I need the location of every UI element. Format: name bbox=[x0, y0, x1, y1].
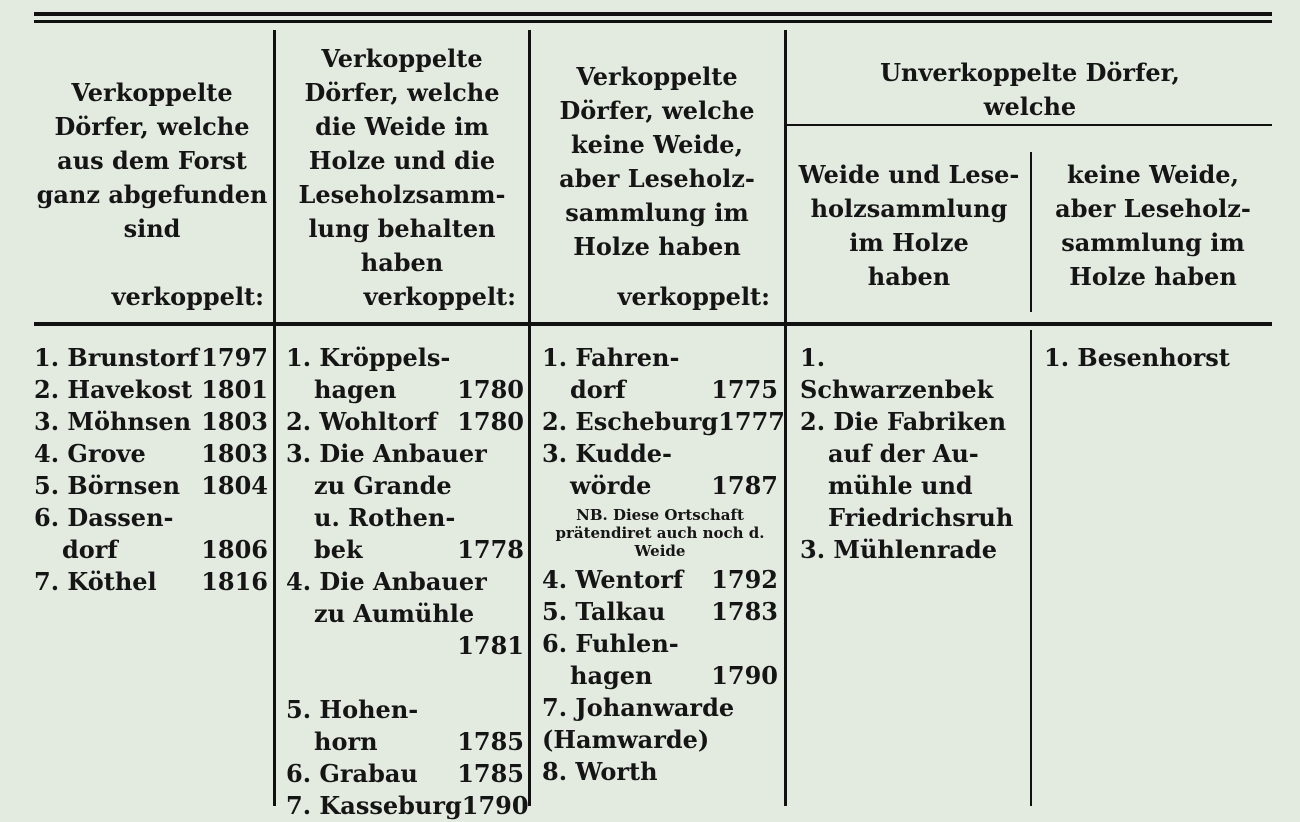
list-item: wörde 1787 bbox=[570, 471, 778, 500]
column-divider-2 bbox=[528, 30, 531, 806]
list-item: u. Rothen- bbox=[314, 503, 456, 532]
header-col4: Unverkoppelte Dörfer, welche bbox=[880, 58, 1180, 121]
header-col1: Verkoppelte Dörfer, welche aus dem Forst ganz abgefunden sind bbox=[36, 78, 268, 243]
column-3-entries bbox=[542, 342, 785, 788]
list-item: 2. Havekost 1801 bbox=[34, 375, 268, 404]
header-col2: Verkoppelte Dörfer, welche die Weide im Holze und die Leseholzsamm- lung behalten haben bbox=[298, 44, 506, 277]
list-item: 1781 bbox=[457, 631, 524, 660]
list-item: 1. Besenhorst bbox=[1044, 343, 1230, 372]
list-item: 7. Johanwarde bbox=[542, 693, 735, 722]
list-item: 5. Hohen- bbox=[286, 695, 419, 724]
list-item: 2. Wohltorf 1780 bbox=[286, 407, 524, 436]
list-item: hagen 1790 bbox=[570, 661, 778, 690]
list-item: 2. Die Fabriken bbox=[800, 407, 1007, 436]
list-item: zu Grande bbox=[314, 471, 452, 500]
header-col3-verkoppelt: verkoppelt: bbox=[617, 282, 770, 311]
list-item: 3. Möhnsen 1803 bbox=[34, 407, 268, 436]
list-item: 6. Grabau 1785 bbox=[286, 759, 524, 788]
list-item: dorf 1775 bbox=[570, 375, 778, 404]
list-item: 5. Börnsen 1804 bbox=[34, 471, 268, 500]
column-divider-4-header bbox=[1030, 152, 1032, 312]
header-col3: Verkoppelte Dörfer, welche keine Weide, aber Leseholz- sammlung im Holze haben bbox=[559, 62, 755, 261]
list-item: 6. Fuhlen- bbox=[542, 629, 679, 658]
header-separator-rule bbox=[34, 322, 1272, 326]
header-col1-verkoppelt: verkoppelt: bbox=[111, 282, 264, 311]
list-item: 7. Kasseburg 1790 bbox=[286, 791, 529, 820]
column-4b-entries bbox=[1044, 342, 1268, 374]
top-double-rule-lower bbox=[34, 20, 1272, 23]
list-item: (Hamwarde) bbox=[542, 725, 710, 754]
column-2-entries bbox=[286, 342, 529, 822]
list-item: 1. Fahren- bbox=[542, 343, 680, 372]
header-col2-verkoppelt: verkoppelt: bbox=[363, 282, 516, 311]
list-item: hagen 1780 bbox=[314, 375, 524, 404]
top-double-rule-upper bbox=[34, 12, 1272, 16]
list-item: 3. Mühlenrade bbox=[800, 535, 997, 564]
list-item: 1. Schwarzenbek bbox=[800, 343, 994, 404]
list-item: 4. Wentorf 1792 bbox=[542, 565, 778, 594]
column-4a-entries bbox=[800, 342, 1026, 566]
list-item: Friedrichsruh bbox=[828, 503, 1014, 532]
column-1-entries bbox=[34, 342, 268, 598]
list-item: dorf 1806 bbox=[62, 535, 268, 564]
list-item: 5. Talkau 1783 bbox=[542, 597, 778, 626]
list-item-spacer bbox=[286, 662, 524, 694]
list-item: 1. Brunstorf 1797 bbox=[34, 343, 268, 372]
list-item: zu Aumühle bbox=[314, 599, 475, 628]
header-col4b: keine Weide, aber Leseholz- sammlung im Holze haben bbox=[1055, 160, 1251, 291]
list-item: 6. Dassen- bbox=[34, 503, 174, 532]
column-divider-1 bbox=[273, 30, 276, 806]
list-item: 3. Die Anbauer bbox=[286, 439, 487, 468]
unverkoppelt-subheader-rule bbox=[786, 124, 1272, 126]
list-item: 7. Köthel 1816 bbox=[34, 567, 268, 596]
list-item: horn 1785 bbox=[314, 727, 524, 756]
list-item: mühle und bbox=[828, 471, 973, 500]
col3-footnote: NB. Diese Ortschaft prätendiret auch noch d. Weide bbox=[555, 506, 765, 560]
list-item: 2. Escheburg 1777 bbox=[542, 407, 785, 436]
list-item: 4. Die Anbauer bbox=[286, 567, 487, 596]
list-item: 4. Grove 1803 bbox=[34, 439, 268, 468]
list-item: 3. Kudde- bbox=[542, 439, 672, 468]
list-item: auf der Au- bbox=[828, 439, 979, 468]
list-item: bek 1778 bbox=[314, 535, 524, 564]
column-divider-4-body bbox=[1030, 330, 1032, 806]
header-col4a: Weide und Lese- holzsammlung im Holze haben bbox=[798, 160, 1020, 291]
list-item: 8. Worth bbox=[542, 757, 658, 786]
list-item: 1. Kröppels- bbox=[286, 343, 451, 372]
